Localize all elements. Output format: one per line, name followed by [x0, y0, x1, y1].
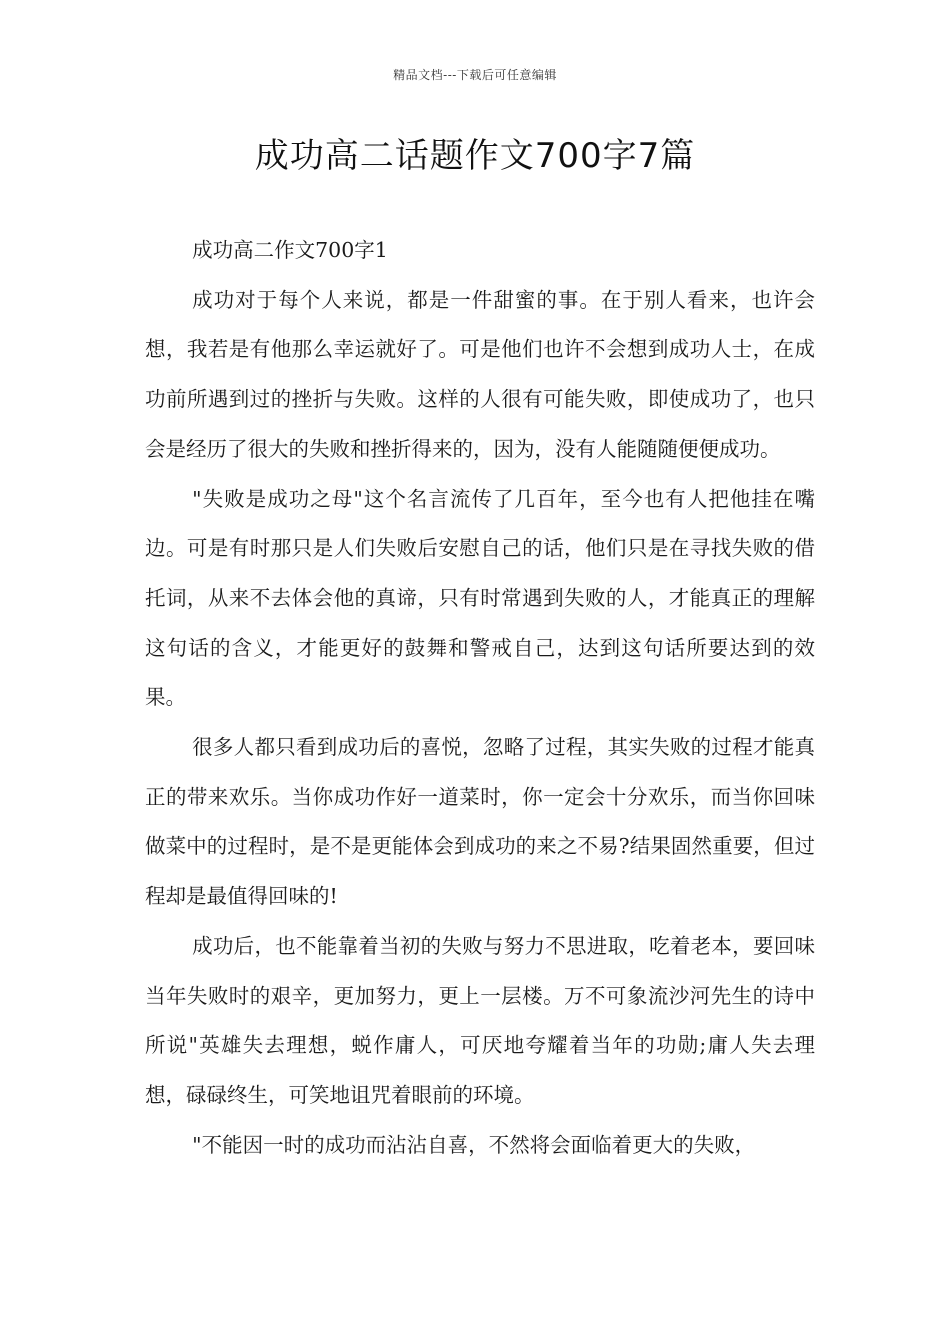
paragraph-2: "失败是成功之母"这个名言流传了几百年，至今也有人把他挂在嘴边。可是有时那只是人们失败后安慰自己的话，他们只是在寻找失败的借托词，从来不去体会他的真谛，只有时常遇到失败的人，才能真正的理解这句话的含义，才能更好的鼓舞和警戒自己，达到这句话所要达到的效果。: [145, 486, 815, 710]
paragraph-3: 很多人都只看到成功后的喜悦，忽略了过程，其实失败的过程才能真正的带来欢乐。当你成功作好一道菜时，你一定会十分欢乐，而当你回味做菜中的过程时，是不是更能体会到成功的来之不易?结果固然重要，但过程却是最值得回味的!: [145, 735, 815, 909]
header-note: 精品文档---下载后可任意编辑: [393, 68, 557, 82]
paragraph-1: 成功对于每个人来说，都是一件甜蜜的事。在于别人看来，也许会想，我若是有他那么幸运就好了。可是他们也许不会想到成功人士，在成功前所遇到过的挫折与失败。这样的人很有可能失败，即使成功了，也只会是经历了很大的失败和挫折得来的，因为，没有人能随随便便成功。: [145, 287, 815, 461]
paragraph-5: "不能因一时的成功而沾沾自喜，不然将会面临着更大的失败，: [192, 1132, 756, 1157]
document-body: [145, 226, 815, 1170]
document-title: 成功高二话题作文700字7篇: [254, 136, 696, 176]
paragraph-4: 成功后，也不能靠着当初的失败与努力不思进取，吃着老本，要回味当年失败时的艰辛，更加努力，更上一层楼。万不可象流沙河先生的诗中所说"英雄失去理想，蜕作庸人，可厌地夸耀着当年的功勋;庸人失去理想，碌碌终生，可笑地诅咒着眼前的环境。: [145, 933, 815, 1107]
essay-subtitle: 成功高二作文700字1: [192, 238, 388, 262]
